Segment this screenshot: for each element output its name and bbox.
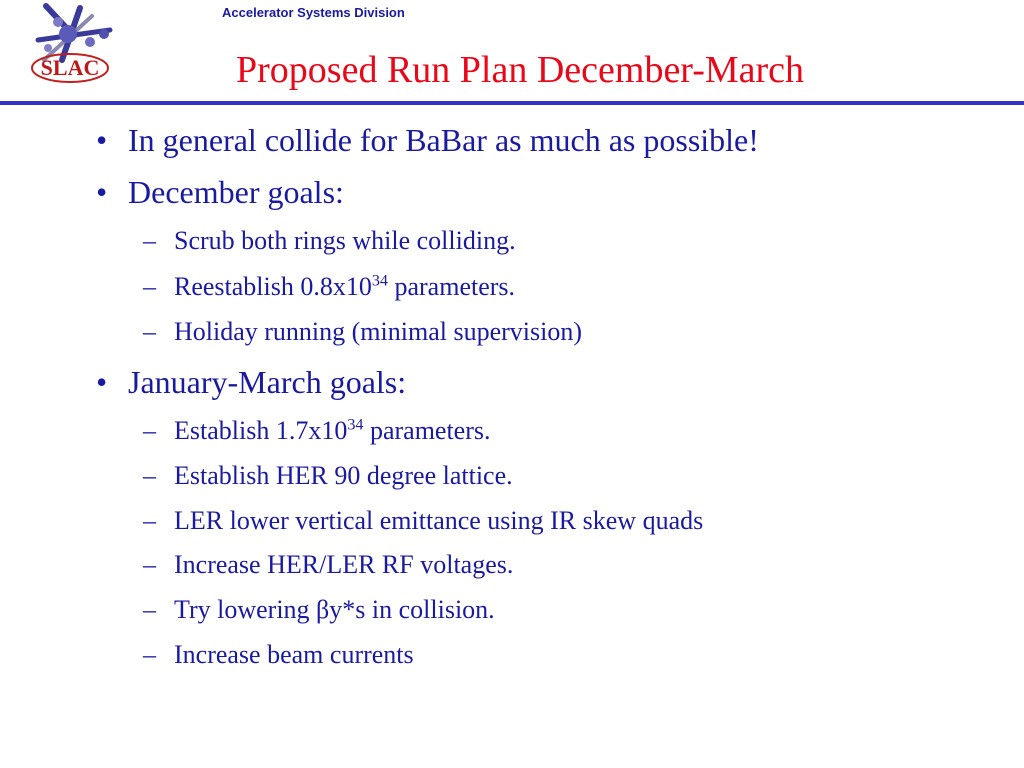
sub-bullet-text: LER lower vertical emittance using IR skew quads (174, 506, 704, 535)
bullet-mark: • (96, 364, 108, 400)
bullet-text: December goals: (128, 174, 344, 210)
dash-mark: – (143, 272, 156, 301)
logo-text: SLAC (40, 55, 100, 80)
slide-title: Proposed Run Plan December-March (236, 49, 805, 91)
slac-logo (18, 0, 128, 90)
sub-bullet-text: Increase beam currents (174, 640, 414, 669)
division-label: Accelerator Systems Division (222, 5, 405, 20)
exponent: 34 (371, 272, 388, 290)
dash-mark: – (143, 317, 156, 346)
sub-bullet-text: Try lowering βy*s in collision. (174, 595, 495, 624)
sub-bullet-text: Establish HER 90 degree lattice. (174, 461, 513, 490)
dash-mark: – (143, 550, 156, 579)
dash-mark: – (143, 461, 156, 490)
sub-bullet-text: Holiday running (minimal supervision) (174, 317, 583, 346)
dash-mark: – (143, 506, 156, 535)
bullet-mark: • (96, 122, 108, 158)
sub-bullet-text: Increase HER/LER RF voltages. (174, 550, 514, 579)
dash-mark: – (143, 595, 156, 624)
bullet-text: January-March goals: (128, 364, 407, 400)
dash-mark: – (143, 416, 156, 445)
text-part: Establish 1.7x10 (174, 416, 348, 445)
sub-bullet-text (174, 272, 515, 302)
sub-bullet-text (174, 416, 491, 446)
bullet-text: In general collide for BaBar as much as possible! (128, 122, 759, 158)
text-part: parameters. (363, 416, 491, 445)
title-divider (0, 101, 1024, 105)
bullet-mark: • (96, 174, 108, 210)
text-part: parameters. (387, 272, 516, 301)
sub-bullet-text: Scrub both rings while colliding. (174, 226, 516, 255)
dash-mark: – (143, 640, 156, 669)
exponent: 34 (347, 416, 364, 434)
text-part: Reestablish 0.8x10 (174, 272, 372, 301)
dash-mark: – (143, 226, 156, 255)
